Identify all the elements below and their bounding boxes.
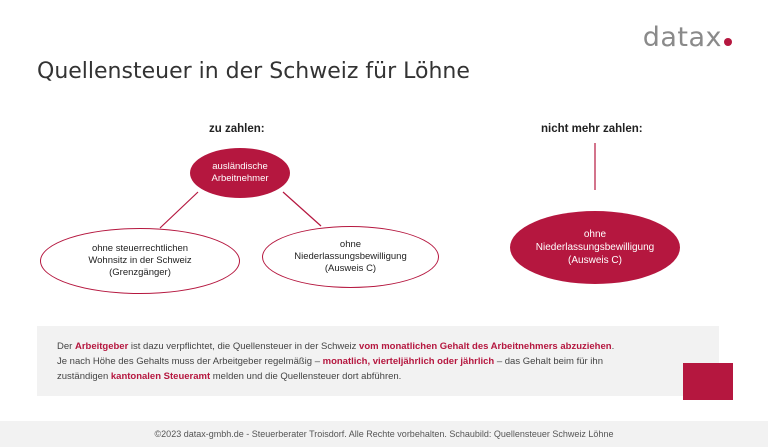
node-ohne-niederlassungsbewilligung <box>262 226 439 288</box>
node-grenzgaenger <box>40 228 240 294</box>
info-highlight: Arbeitgeber <box>74 341 129 352</box>
node-line: Niederlassungsbewilligung <box>294 251 407 262</box>
node-auslaendische-arbeitnehmer <box>190 148 290 198</box>
info-highlight: kantonalen Steueramt <box>110 371 211 382</box>
info-part: . <box>611 341 615 352</box>
node-line: ausländische <box>212 161 268 172</box>
node-line: ohne <box>583 229 607 240</box>
logo-text: datax <box>642 22 722 53</box>
accent-box <box>683 363 733 400</box>
info-part: ist dazu verpflichtet, die Quellensteuer in der Schweiz <box>128 341 360 352</box>
node-line: (Ausweis C) <box>324 263 377 274</box>
heading-zu-zahlen: zu zahlen: <box>209 123 265 135</box>
info-part: melden und die Quellensteuer dort abführen. <box>210 371 402 382</box>
node-line: ohne <box>339 239 362 250</box>
node-line: (Ausweis C) <box>568 255 622 266</box>
node-line: Arbeitnehmer <box>211 173 269 184</box>
info-part: – das Gehalt beim für ihn <box>494 356 603 367</box>
info-highlight: vom monatlichen Gehalt des Arbeitnehmers abzuziehen <box>359 341 612 352</box>
footer: ©2023 datax-gmbh.de - Steuerberater Troisdorf. Alle Rechte vorbehalten. Schaubild: Quellensteuer Schweiz Löhne <box>0 421 768 447</box>
page-title: Quellensteuer in der Schweiz für Löhne <box>37 59 470 84</box>
node-nicht-mehr-zahlen <box>510 211 680 284</box>
node-line: Wohnsitz in der Schweiz <box>88 255 192 266</box>
node-line: ohne steuerrechtlichen <box>91 243 189 254</box>
info-highlight: monatlich, vierteljährlich oder jährlich <box>322 356 495 367</box>
connector-top-mid <box>283 192 321 226</box>
info-part: Der <box>57 341 75 352</box>
info-part: Je nach Höhe des Gehalts muss der Arbeitgeber regelmäßig – <box>57 356 323 367</box>
info-part: zuständigen <box>57 371 111 382</box>
node-line: Niederlassungsbewilligung <box>535 242 655 253</box>
heading-nicht-mehr-zahlen: nicht mehr zahlen: <box>541 123 643 135</box>
info-text <box>57 339 699 384</box>
node-line: (Grenzgänger) <box>109 267 171 278</box>
info-panel <box>37 326 719 396</box>
connector-top-left <box>160 192 198 228</box>
